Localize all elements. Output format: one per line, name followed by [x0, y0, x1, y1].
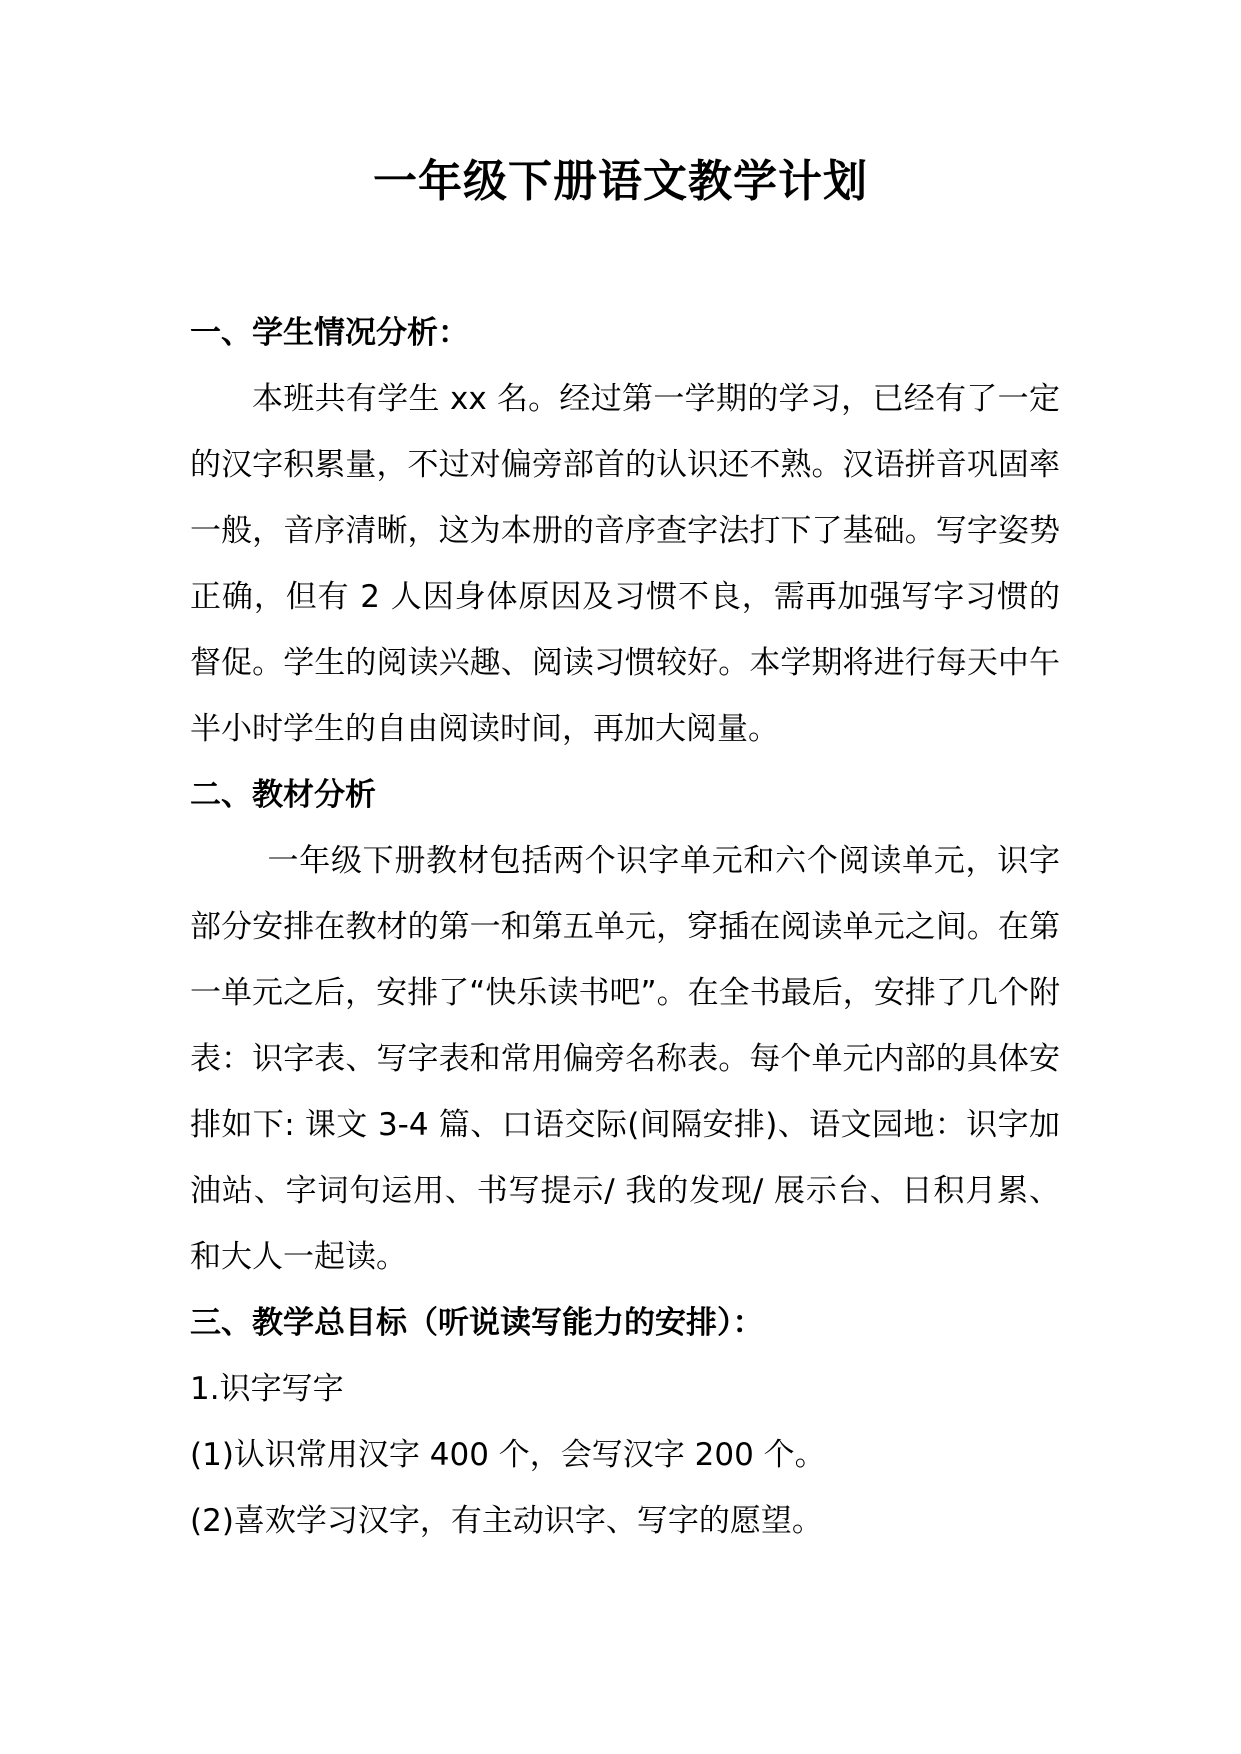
goal-item-recognize-write: (1)认识常用汉字 400 个，会写汉字 200 个。 [190, 1437, 826, 1473]
paragraph-student-analysis: 本班共有学生 xx 名。经过第一学期的学习，已经有了一定的汉字积累量，不过对偏旁部首的认识还不熟。汉语拼音巩固率一般，音序清晰，这为本册的音序查字法打下了基础。写字姿势正确，但有 2 人因身体原因及习惯不良，需再加强写字习惯的督促。学生的阅读兴趣、阅读习惯较好。本学期将进行每天中午半小时学生的自由阅读时间，再加大阅量。 [190, 381, 1060, 747]
document-body [190, 300, 1060, 1554]
paragraph-textbook-analysis: 一年级下册教材包括两个识字单元和六个阅读单元，识字部分安排在教材的第一和第五单元，穿插在阅读单元之间。在第一单元之后，安排了“快乐读书吧”。在全书最后，安排了几个附表：识字表、写字表和常用偏旁名称表。每个单元内部的具体安排如下: 课文 3-4 篇、口语交际(间隔安排)、语文园地：识字加油站、字词句运用、书写提示/ 我的发现/ 展示台、日积月累、和大人一起读。 [190, 843, 1060, 1275]
goal-item-interest: (2)喜欢学习汉字，有主动识字、写字的愿望。 [190, 1503, 823, 1539]
section-heading-student-analysis: 一、学生情况分析： [190, 315, 469, 351]
section-heading-textbook-analysis: 二、教材分析 [190, 777, 376, 813]
document-title: 一年级下册语文教学计划 [373, 156, 868, 207]
goal-item-literacy: 1.识字写字 [190, 1371, 344, 1407]
section-heading-teaching-goals: 三、教学总目标（听说读写能力的安排）： [190, 1305, 764, 1341]
